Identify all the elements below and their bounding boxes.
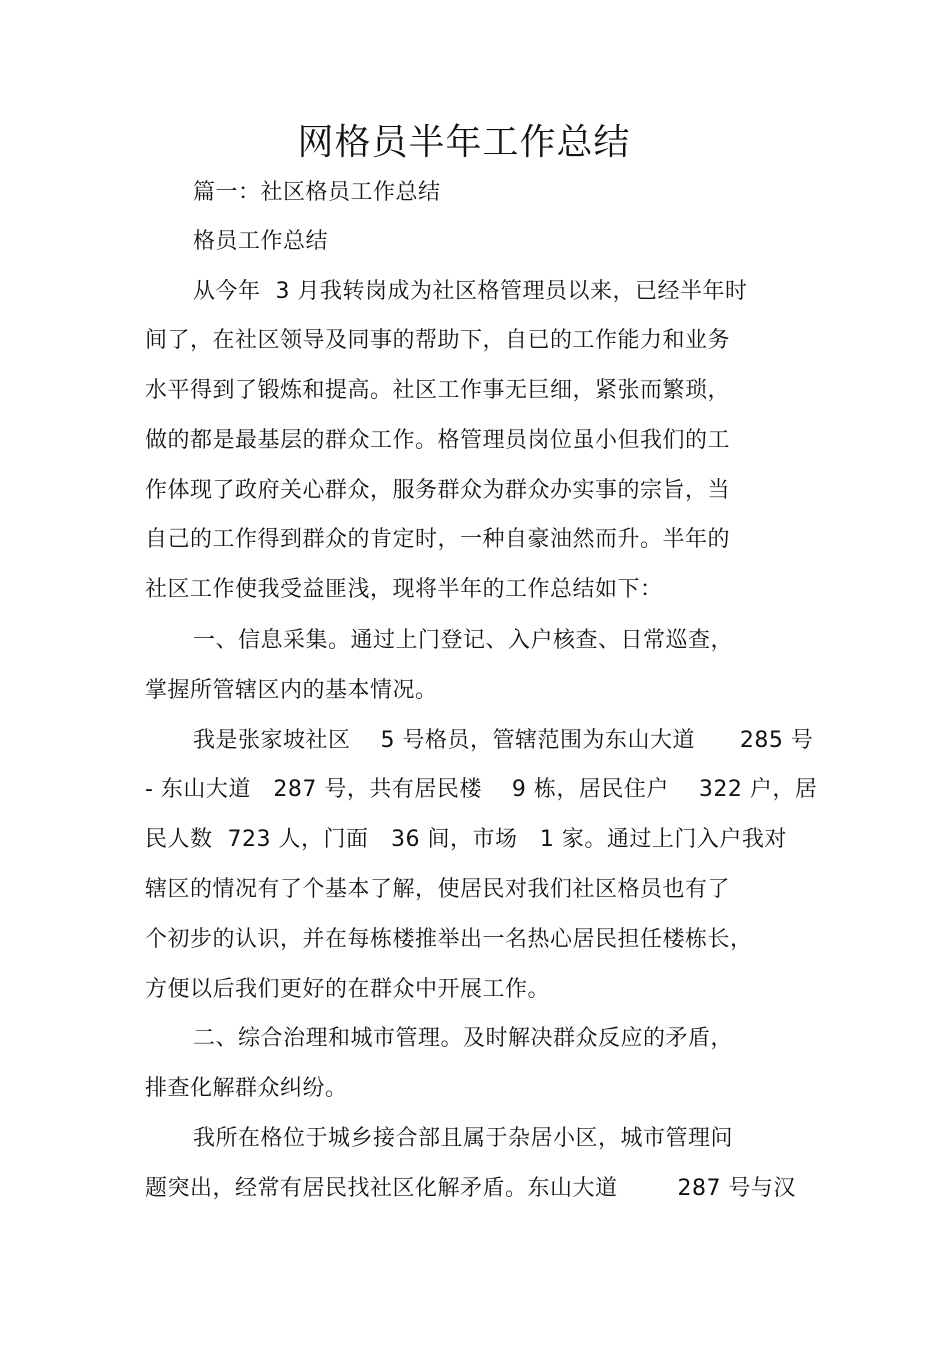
paragraph-line: 方便以后我们更好的在群众中开展工作。 [145,977,551,1002]
document-title: 网格员半年工作总结 [297,122,631,163]
section-heading: 篇一：社区格员工作总结 [193,180,441,205]
paragraph-line: 社区工作使我受益匪浅，现将半年的工作总结如下： [145,577,663,602]
paragraph-line: 做的都是最基层的群众工作。格管理员岗位虽小但我们的工 [145,428,731,453]
paragraph-line: 民人数 723 人，门面 36 间，市场 1 家。通过上门入户我对 [145,827,787,852]
paragraph-line: 一、信息采集。通过上门登记、入户核查、日常巡查， [193,628,734,653]
paragraph-line: 间了，在社区领导及同事的帮助下，自已的工作能力和业务 [145,328,731,353]
paragraph-line: 掌握所管辖区内的基本情况。 [145,678,438,703]
paragraph-line: 辖区的情况有了个基本了解，使居民对我们社区格员也有了 [145,877,731,902]
paragraph-line: 我所在格位于城乡接合部且属于杂居小区，城市管理问 [193,1126,734,1151]
subtitle: 格员工作总结 [193,229,329,254]
paragraph-line: 水平得到了锻炼和提高。社区工作事无巨细，紧张而繁琐， [145,378,731,403]
paragraph-line: 二、综合治理和城市管理。及时解决群众反应的矛盾， [193,1026,734,1051]
paragraph-line: 作体现了政府关心群众，服务群众为群众办实事的宗旨，当 [145,478,731,503]
paragraph-line: - 东山大道 287 号，共有居民楼 9 栋，居民住户 322 户，居 [145,777,818,802]
paragraph-line: 自己的工作得到群众的肯定时，一种自豪油然而升。半年的 [145,527,731,552]
paragraph-line: 我是张家坡社区 5 号格员，管辖范围为东山大道 285 号 [193,728,814,753]
paragraph-line: 排查化解群众纠纷。 [145,1076,348,1101]
paragraph-line: 个初步的认识，并在每栋楼推举出一名热心居民担任楼栋长， [145,927,753,952]
paragraph-line: 从今年 3 月我转岗成为社区格管理员以来，已经半年时 [193,279,748,304]
paragraph-line: 题突出，经常有居民找社区化解矛盾。东山大道 287 号与汉 [145,1176,796,1201]
